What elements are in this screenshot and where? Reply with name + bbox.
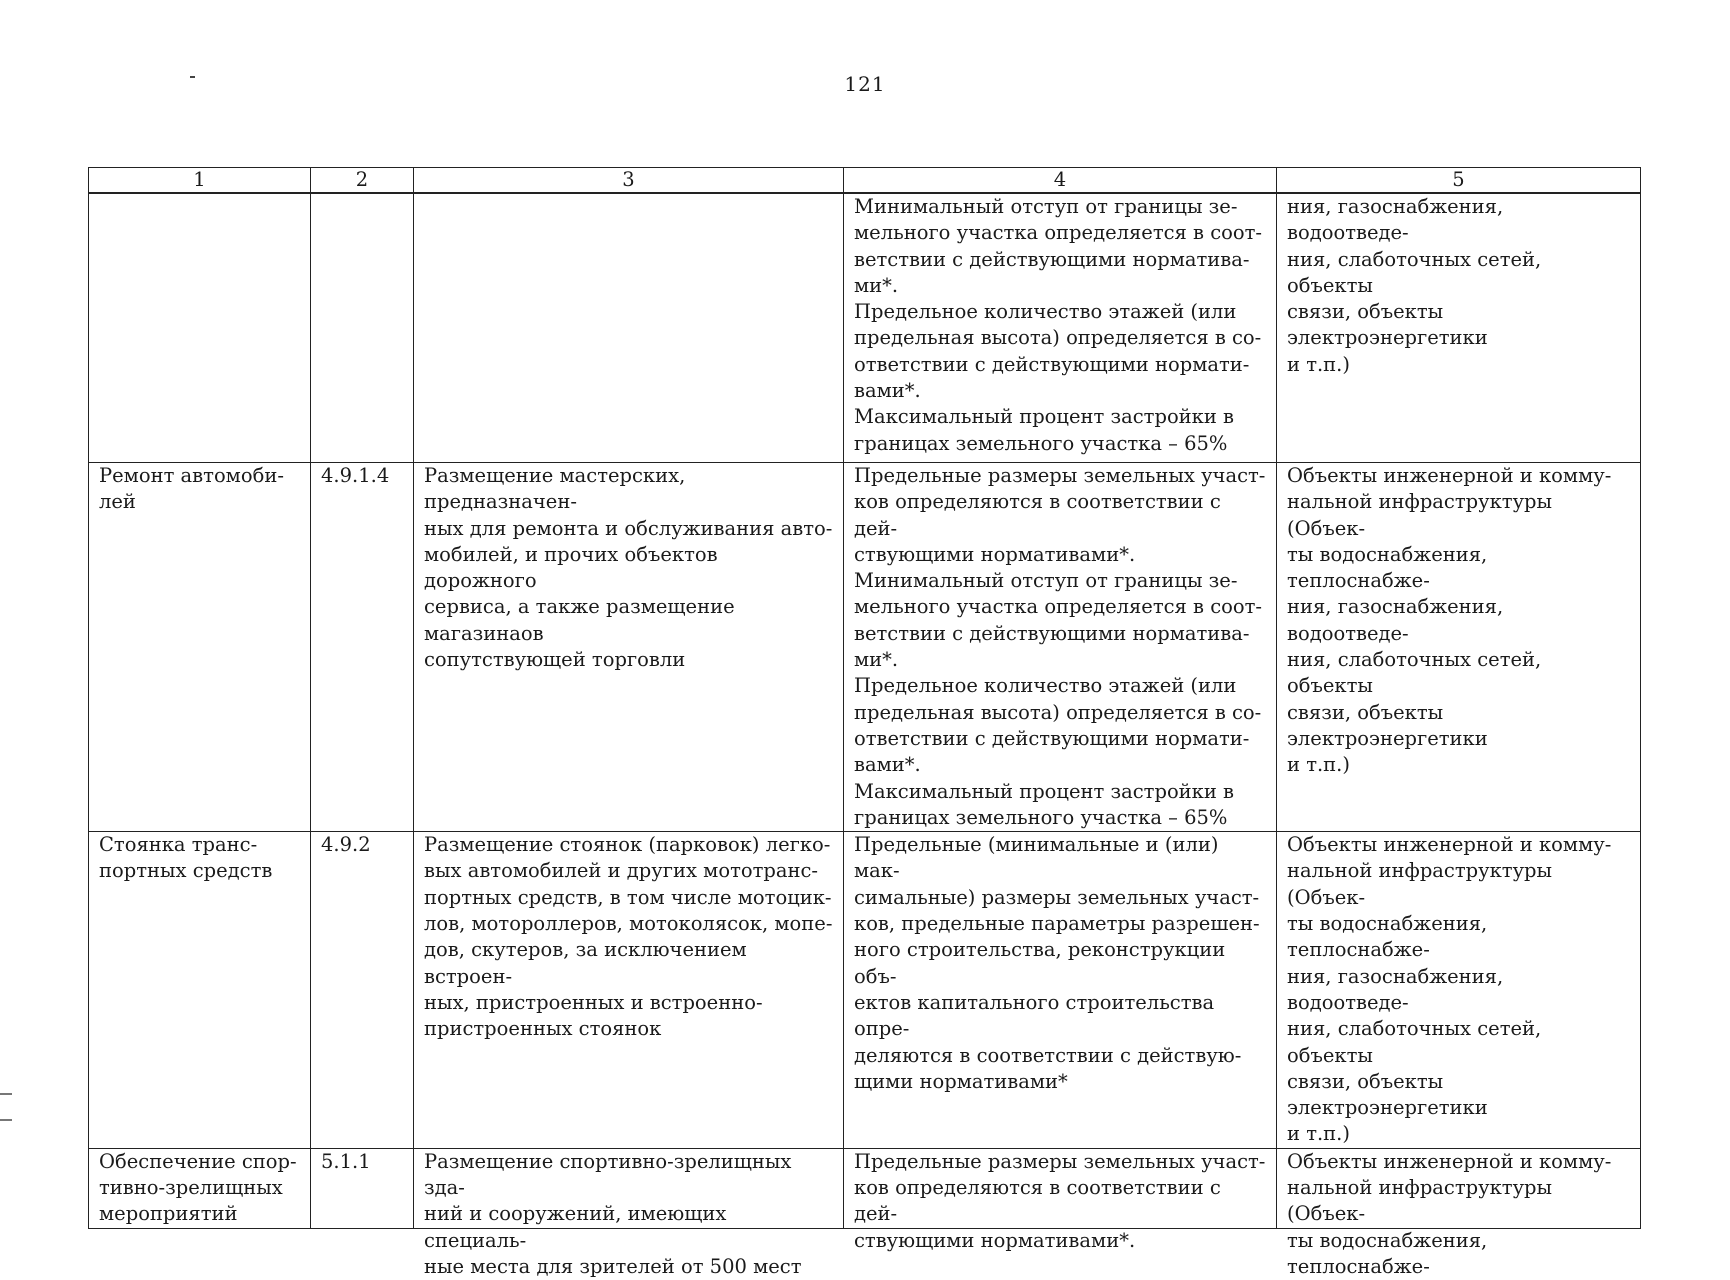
parameters-cell: Предельные (минимальные и (или) мак- симальные) размеры земельных участ- ков, предельные параметры разрешен- ного строительства, реконструкции объ- ектов капитального строительства опре- деляются в соответствии с действую- щими нормативами* <box>844 832 1277 1149</box>
header-row <box>89 168 1641 194</box>
table-row <box>89 1148 1641 1228</box>
auxiliary-uses-cell: Объекты инженерной и комму- нальной инфраструктуры (Объек- ты водоснабжения, теплоснабже- ния, газоснабжения, водоотведе- ния, слаботочных сетей, объекты связи, объекты электроэнергетики и т.п.) <box>1277 832 1641 1149</box>
table-row <box>89 463 1641 832</box>
cell-text: Размещение спортивно-зрелищных зда- ний и сооружений, имеющих специаль- ные места для зрителей от 500 мест <box>424 1149 802 1278</box>
cell-text: Предельные размеры земельных участ- ков определяются в соответствии с дей- ствующими нормативами*. <box>854 1149 1266 1252</box>
land-use-name-cell <box>89 193 311 463</box>
column-header: 1 <box>89 168 311 194</box>
parameters-cell: Минимальный отступ от границы зе- мельного участка определяется в соот- ветствии с действующими нормативa- ми*. Предельное количество этажей (или предельная высота) определяется в со- ответствии с действующими нормати- вами*. Максимальный процент застройки в границах земельного участка – 65% <box>844 193 1277 463</box>
cell-text: Обеспечение спор- тивно-зрелищных мероприятий <box>99 1149 297 1226</box>
land-use-name-cell: Ремонт автомоби- лей <box>89 463 311 832</box>
margin-mark <box>0 1119 12 1121</box>
land-use-name-cell: Стоянка транс- портных средств <box>89 832 311 1149</box>
description-cell <box>414 1148 844 1278</box>
land-use-name-cell <box>89 1148 311 1228</box>
description-cell: Размещение стоянок (парковок) легко- вых автомобилей и других мототранс- портных средств, в том числе мотоцик- лов, мотороллеров, мотоколясок, мопе- дов, скутеров, за исключением встроен- ных, пристроенных и встроенно- пристроенных стоянок <box>414 832 844 1149</box>
land-use-code-cell <box>311 193 414 463</box>
table-row <box>89 193 1641 463</box>
cell-text: 5.1.1 <box>321 1149 371 1173</box>
page-number: 121 <box>844 72 886 96</box>
table-row <box>89 832 1641 1149</box>
auxiliary-uses-cell <box>1277 1148 1641 1278</box>
column-header: 2 <box>311 168 414 194</box>
cell-text: Объекты инженерной и комму- нальной инфраструктуры (Объек- ты водоснабжения, теплоснабже- <box>1287 1149 1612 1278</box>
column-header: 5 <box>1277 168 1641 194</box>
description-cell: Размещение мастерских, предназначен- ных для ремонта и обслуживания авто- мобилей, и прочих объектов дорожного сервиса, а также размещение магазинаов сопутствующей торговли <box>414 463 844 832</box>
parameters-cell <box>844 1148 1277 1252</box>
land-use-table <box>88 167 1641 1278</box>
column-header: 3 <box>414 168 844 194</box>
column-header: 4 <box>844 168 1277 194</box>
auxiliary-uses-cell: Объекты инженерной и комму- нальной инфраструктуры (Объек- ты водоснабжения, теплоснабже- ния, газоснабжения, водоотведе- ния, слаботочных сетей, объекты связи, объекты электроэнергетики и т.п.) <box>1277 463 1641 832</box>
land-use-code-cell <box>311 1148 414 1228</box>
description-cell <box>414 193 844 463</box>
auxiliary-uses-cell: ния, газоснабжения, водоотведе- ния, слаботочных сетей, объекты связи, объекты электроэнергетики и т.п.) <box>1277 193 1641 463</box>
land-use-code-cell: 4.9.2 <box>311 832 414 1149</box>
parameters-cell: Предельные размеры земельных участ- ков определяются в соответствии с дей- ствующими нормативами*. Минимальный отступ от границы зе- мельного участка определяется в соот- ветствии с действующими нормативa- ми*. Предельное количество этажей (или предельная высота) определяется в со- ответствии с действующими нормати- вами*. Максимальный процент застройки в границах земельного участка – 65% <box>844 463 1277 832</box>
land-use-code-cell: 4.9.1.4 <box>311 463 414 832</box>
margin-mark <box>0 1093 12 1095</box>
